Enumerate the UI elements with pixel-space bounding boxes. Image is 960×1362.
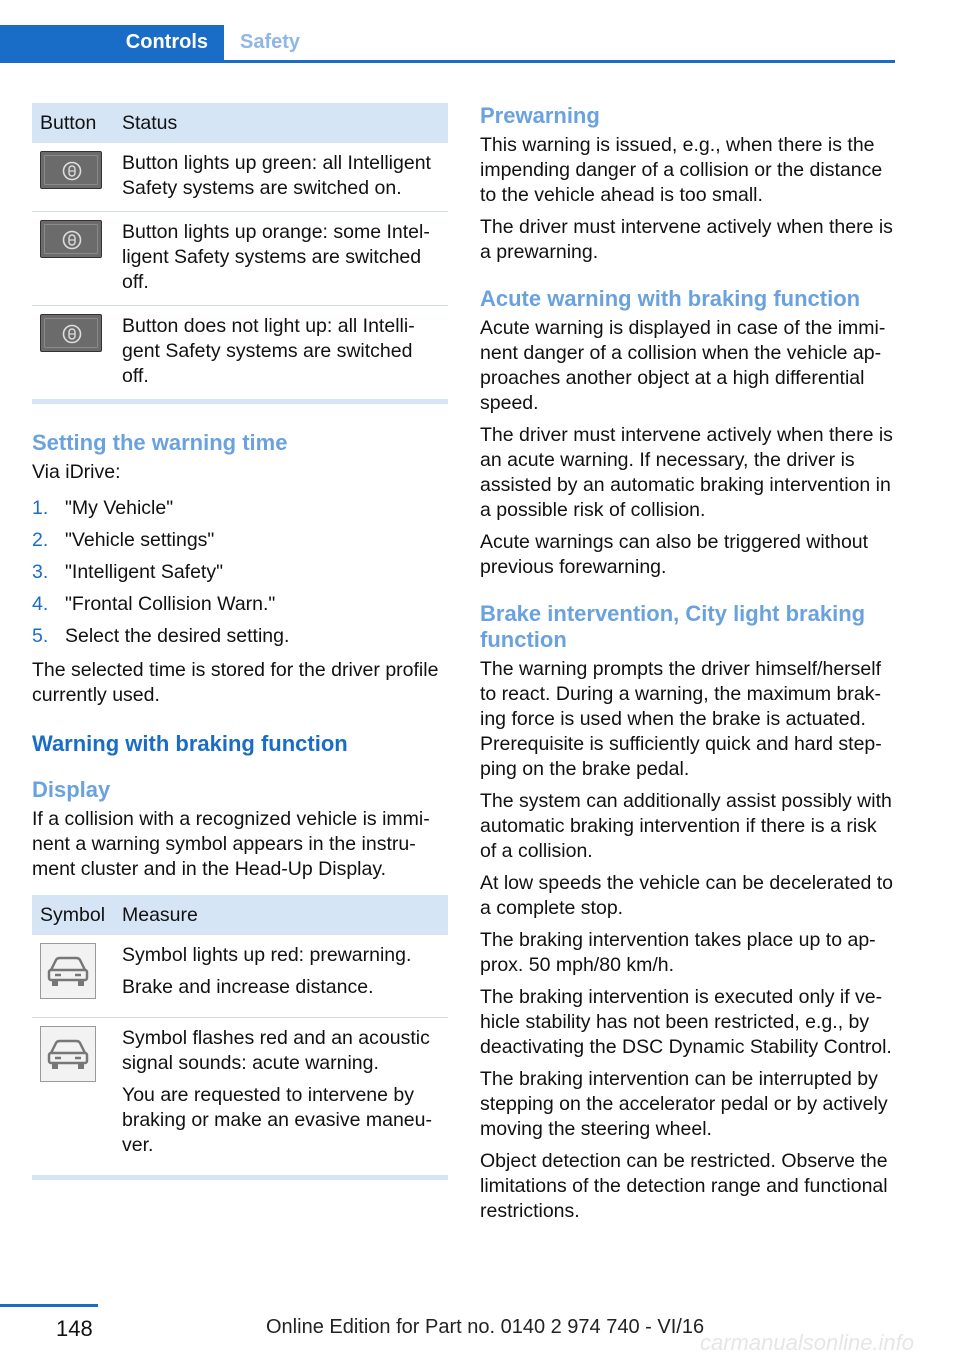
page-number: 148 [56,1316,93,1341]
list-item: 5. Select the desired setting. [32,624,290,647]
stored-note: The selected time is stored for the driver profile currently used. [32,659,439,706]
table-row [32,212,448,306]
intelligent-safety-button-green-icon [40,151,102,189]
right-column [480,103,898,1231]
table-header-button: Button [32,103,114,143]
list-item: 4. "Frontal Collision Warn." [32,592,276,615]
vehicle-warning-icon [40,943,96,999]
warning-braking-heading: Warning with braking function [32,731,348,756]
intelligent-safety-button-orange-icon [40,220,102,258]
table-row [32,1018,448,1176]
intelligent-safety-button-off-icon [40,314,102,352]
table-row [32,935,448,1018]
table-row [32,143,448,212]
tab-safety[interactable]: Safety [240,31,301,53]
watermark: carmanualsonline.info [700,1330,915,1355]
paragraph: The system can additionally assist possibly with automatic braking intervention if there is a risk of a collision. [480,790,892,862]
list-item: 1. "My Vehicle" [32,496,174,519]
edition-text: Online Edition for Part no. 0140 2 974 740 - VI/16 [266,1316,705,1338]
measure-text: Symbol lights up red: prewarning. [122,944,412,966]
paragraph: At low speeds the vehicle can be decelerated to a complete stop. [480,872,894,919]
header-rule [0,60,895,63]
acute-warning-heading: Acute warning with braking function [480,286,861,311]
status-text: Button lights up green: all Intelligent Safety systems are switched on. [114,143,448,212]
vehicle-warning-flashing-icon [40,1026,96,1082]
table-header-symbol: Symbol [32,895,114,935]
footer-rule [0,1304,98,1307]
left-column [32,103,448,1180]
prewarning-heading: Prewarning [480,103,600,128]
paragraph: The driver must intervene actively when there is an acute warning. If necessary, the driver is assisted by an automatic braking intervention in a possible risk of collision. [480,424,893,521]
brake-intervention-heading: Brake intervention, City light braking function [480,601,866,652]
display-heading: Display [32,777,111,802]
status-text: Button does not light up: all Intelligent Safety systems are switched off. [122,315,415,387]
button-status-table [32,103,448,399]
list-item: 2. "Vehicle settings" [32,528,215,551]
setting-warning-time-heading: Setting the warning time [32,430,288,455]
paragraph: This warning is issued, e.g., when there is the impending danger of a collision or the distance to the vehicle ahead is too small. [480,134,883,206]
paragraph: Acute warnings can also be triggered without previous forewarning. [480,531,869,578]
list-item: 3. "Intelligent Safety" [32,560,224,583]
measure-text: Symbol flashes red and an acoustic signal sounds: acute warning. [122,1027,430,1074]
paragraph: The braking intervention is executed only if vehicle stability has not been restricted, e.g., by deactivating the DSC Dynamic Stability Control. [480,986,892,1058]
table-row [32,306,448,400]
paragraph: Acute warning is displayed in case of the imminent danger of a collision when the vehicle approaches another object at a high differential speed. [480,317,886,414]
paragraph: Object detection can be restricted. Observe the limitations of the detection range and functional restrictions. [480,1150,888,1222]
status-text: Button lights up orange: some Intelligent Safety systems are switched off. [114,212,448,306]
table-header-status: Status [114,103,448,143]
symbol-measure-table [32,895,448,1175]
header-tabs [0,25,895,63]
measure-text: Brake and increase distance. [122,976,374,998]
paragraph: The braking intervention takes place up to approx. 50 mph/80 km/h. [480,929,876,976]
paragraph: The warning prompts the driver himself/herself to react. During a warning, the maximum braking force is used when the brake is actuated. Prerequisite is sufficiently quick and hard stepping on the brake pedal. [480,658,882,780]
table-header-measure: Measure [114,895,448,935]
display-text: If a collision with a recognized vehicle is imminent a warning symbol appears in the instrument cluster and in the Head-Up Display. [32,808,430,880]
via-idrive-text: Via iDrive: [32,461,121,483]
measure-text: You are requested to intervene by braking or make an evasive maneuver. [122,1084,432,1156]
table-end-rule [32,1175,448,1180]
paragraph: The braking intervention can be interrupted by stepping on the accelerator pedal or by actively moving the steering wheel. [480,1068,888,1140]
tab-controls[interactable]: Controls [0,25,224,60]
paragraph: The driver must intervene actively when there is a prewarning. [480,216,893,263]
steps-list [32,492,448,652]
